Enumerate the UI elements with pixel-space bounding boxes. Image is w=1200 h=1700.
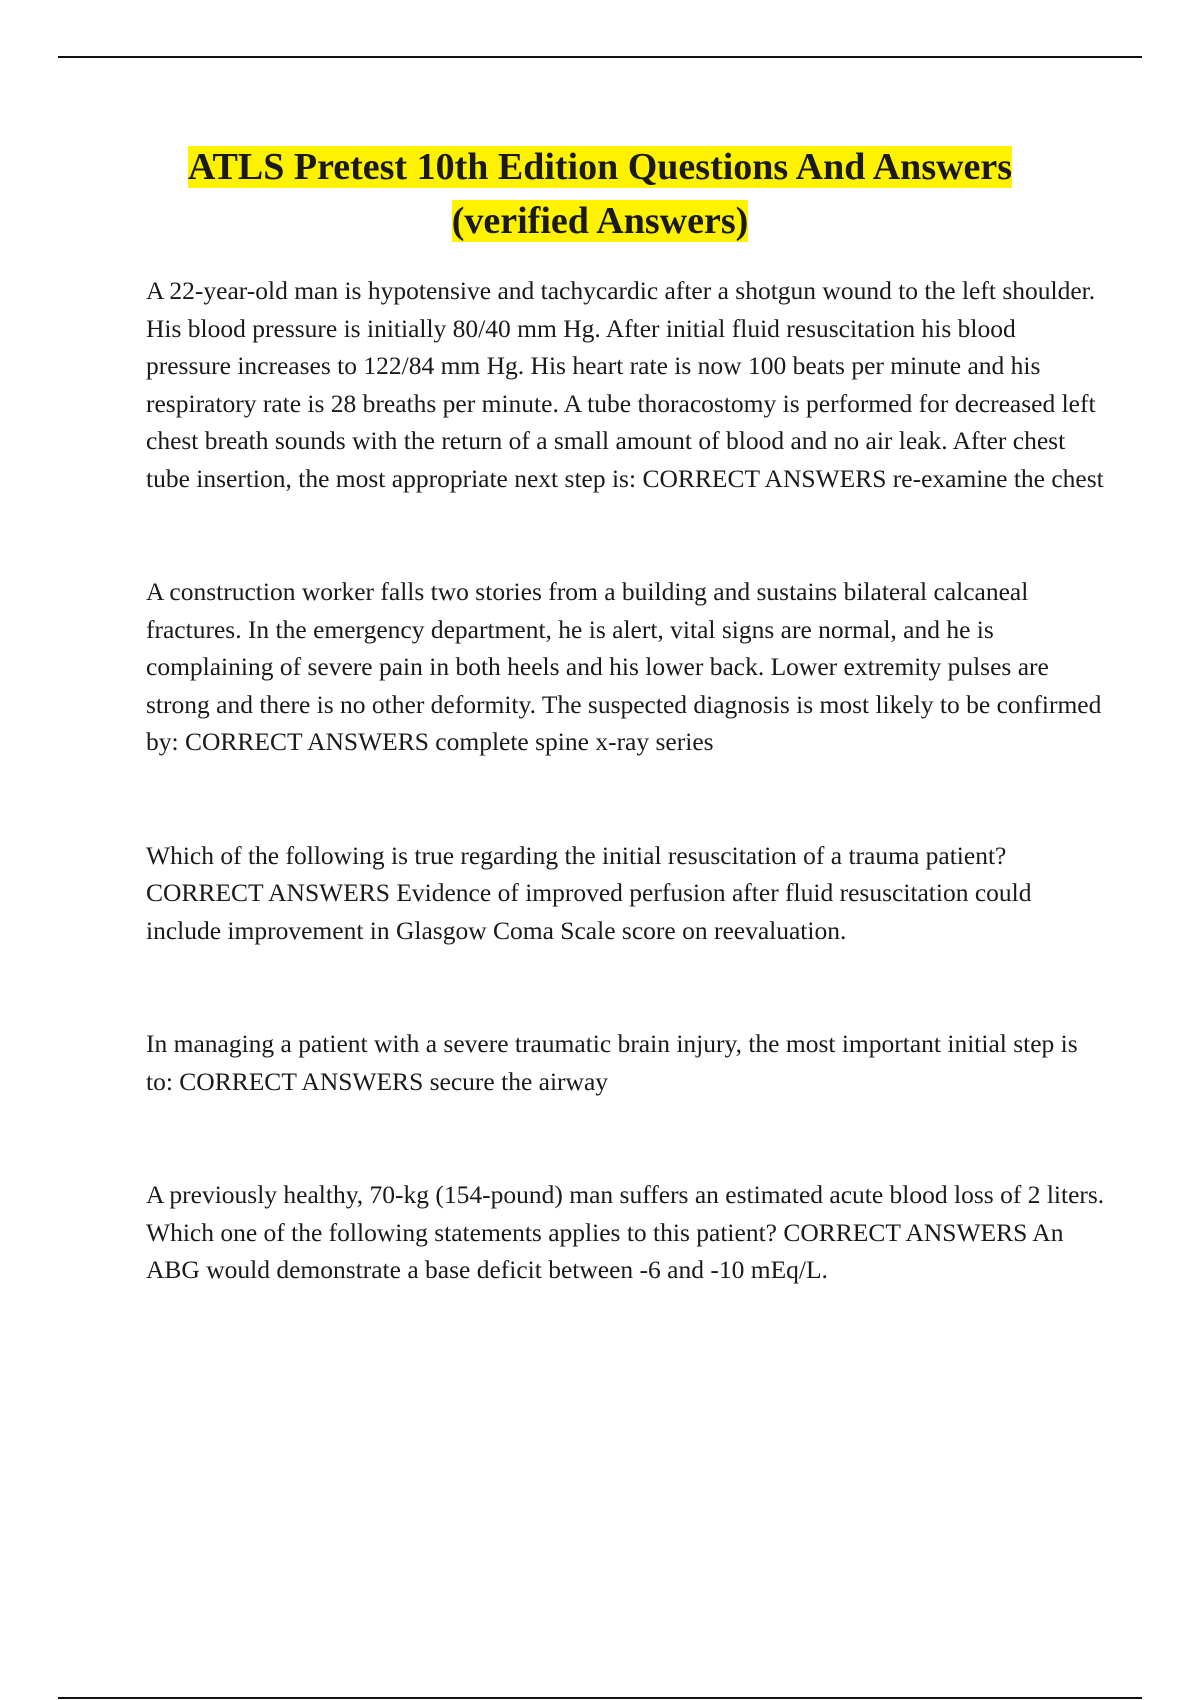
- qa-item: A 22-year-old man is hypotensive and tachycardic after a shotgun wound to the left shoulder. His blood pressure is initially 80/40 mm Hg. After initial fluid resuscitation his blood pressure increases to 122/84 mm Hg. His heart rate is now 100 beats per minute and his respiratory rate is 28 breaths per minute. A tube thoracostomy is performed for decreased left chest breath sounds with the return of a small amount of blood and no air leak. After chest tube insertion, the most appropriate next step is: CORRECT ANSWERS re-examine the chest: [146, 276, 1104, 493]
- qa-item: Which of the following is true regarding the initial resuscitation of a trauma patient? CORRECT ANSWERS Evidence of improved perfusion after fluid resuscitation could include improvement in Glasgow Coma Scale score on reevaluation.: [146, 840, 1032, 945]
- qa-item: A previously healthy, 70-kg (154-pound) man suffers an estimated acute blood loss of 2 liters. Which one of the following statements applies to this patient? CORRECT ANSWERS An ABG would demonstrate a base deficit between -6 and -10 mEq/L.: [146, 1180, 1105, 1284]
- top-divider: [58, 56, 1142, 58]
- document-title: [100, 140, 1100, 248]
- bottom-divider: [58, 1697, 1142, 1699]
- title-line-2: (verified Answers): [451, 200, 749, 242]
- qa-item: In managing a patient with a severe traumatic brain injury, the most important initial step is to: CORRECT ANSWERS secure the airway: [146, 1029, 1078, 1096]
- qa-item: A construction worker falls two stories from a building and sustains bilateral calcaneal fractures. In the emergency department, he is alert, vital signs are normal, and he is complaining of severe pain in both heels and his lower back. Lower extremity pulses are strong and there is no other deformity. The suspected diagnosis is most likely to be confirmed by: CORRECT ANSWERS complete spine x-ray series: [146, 577, 1102, 756]
- qa-list: [146, 272, 1106, 1289]
- title-line-1: ATLS Pretest 10th Edition Questions And Answers: [187, 146, 1013, 188]
